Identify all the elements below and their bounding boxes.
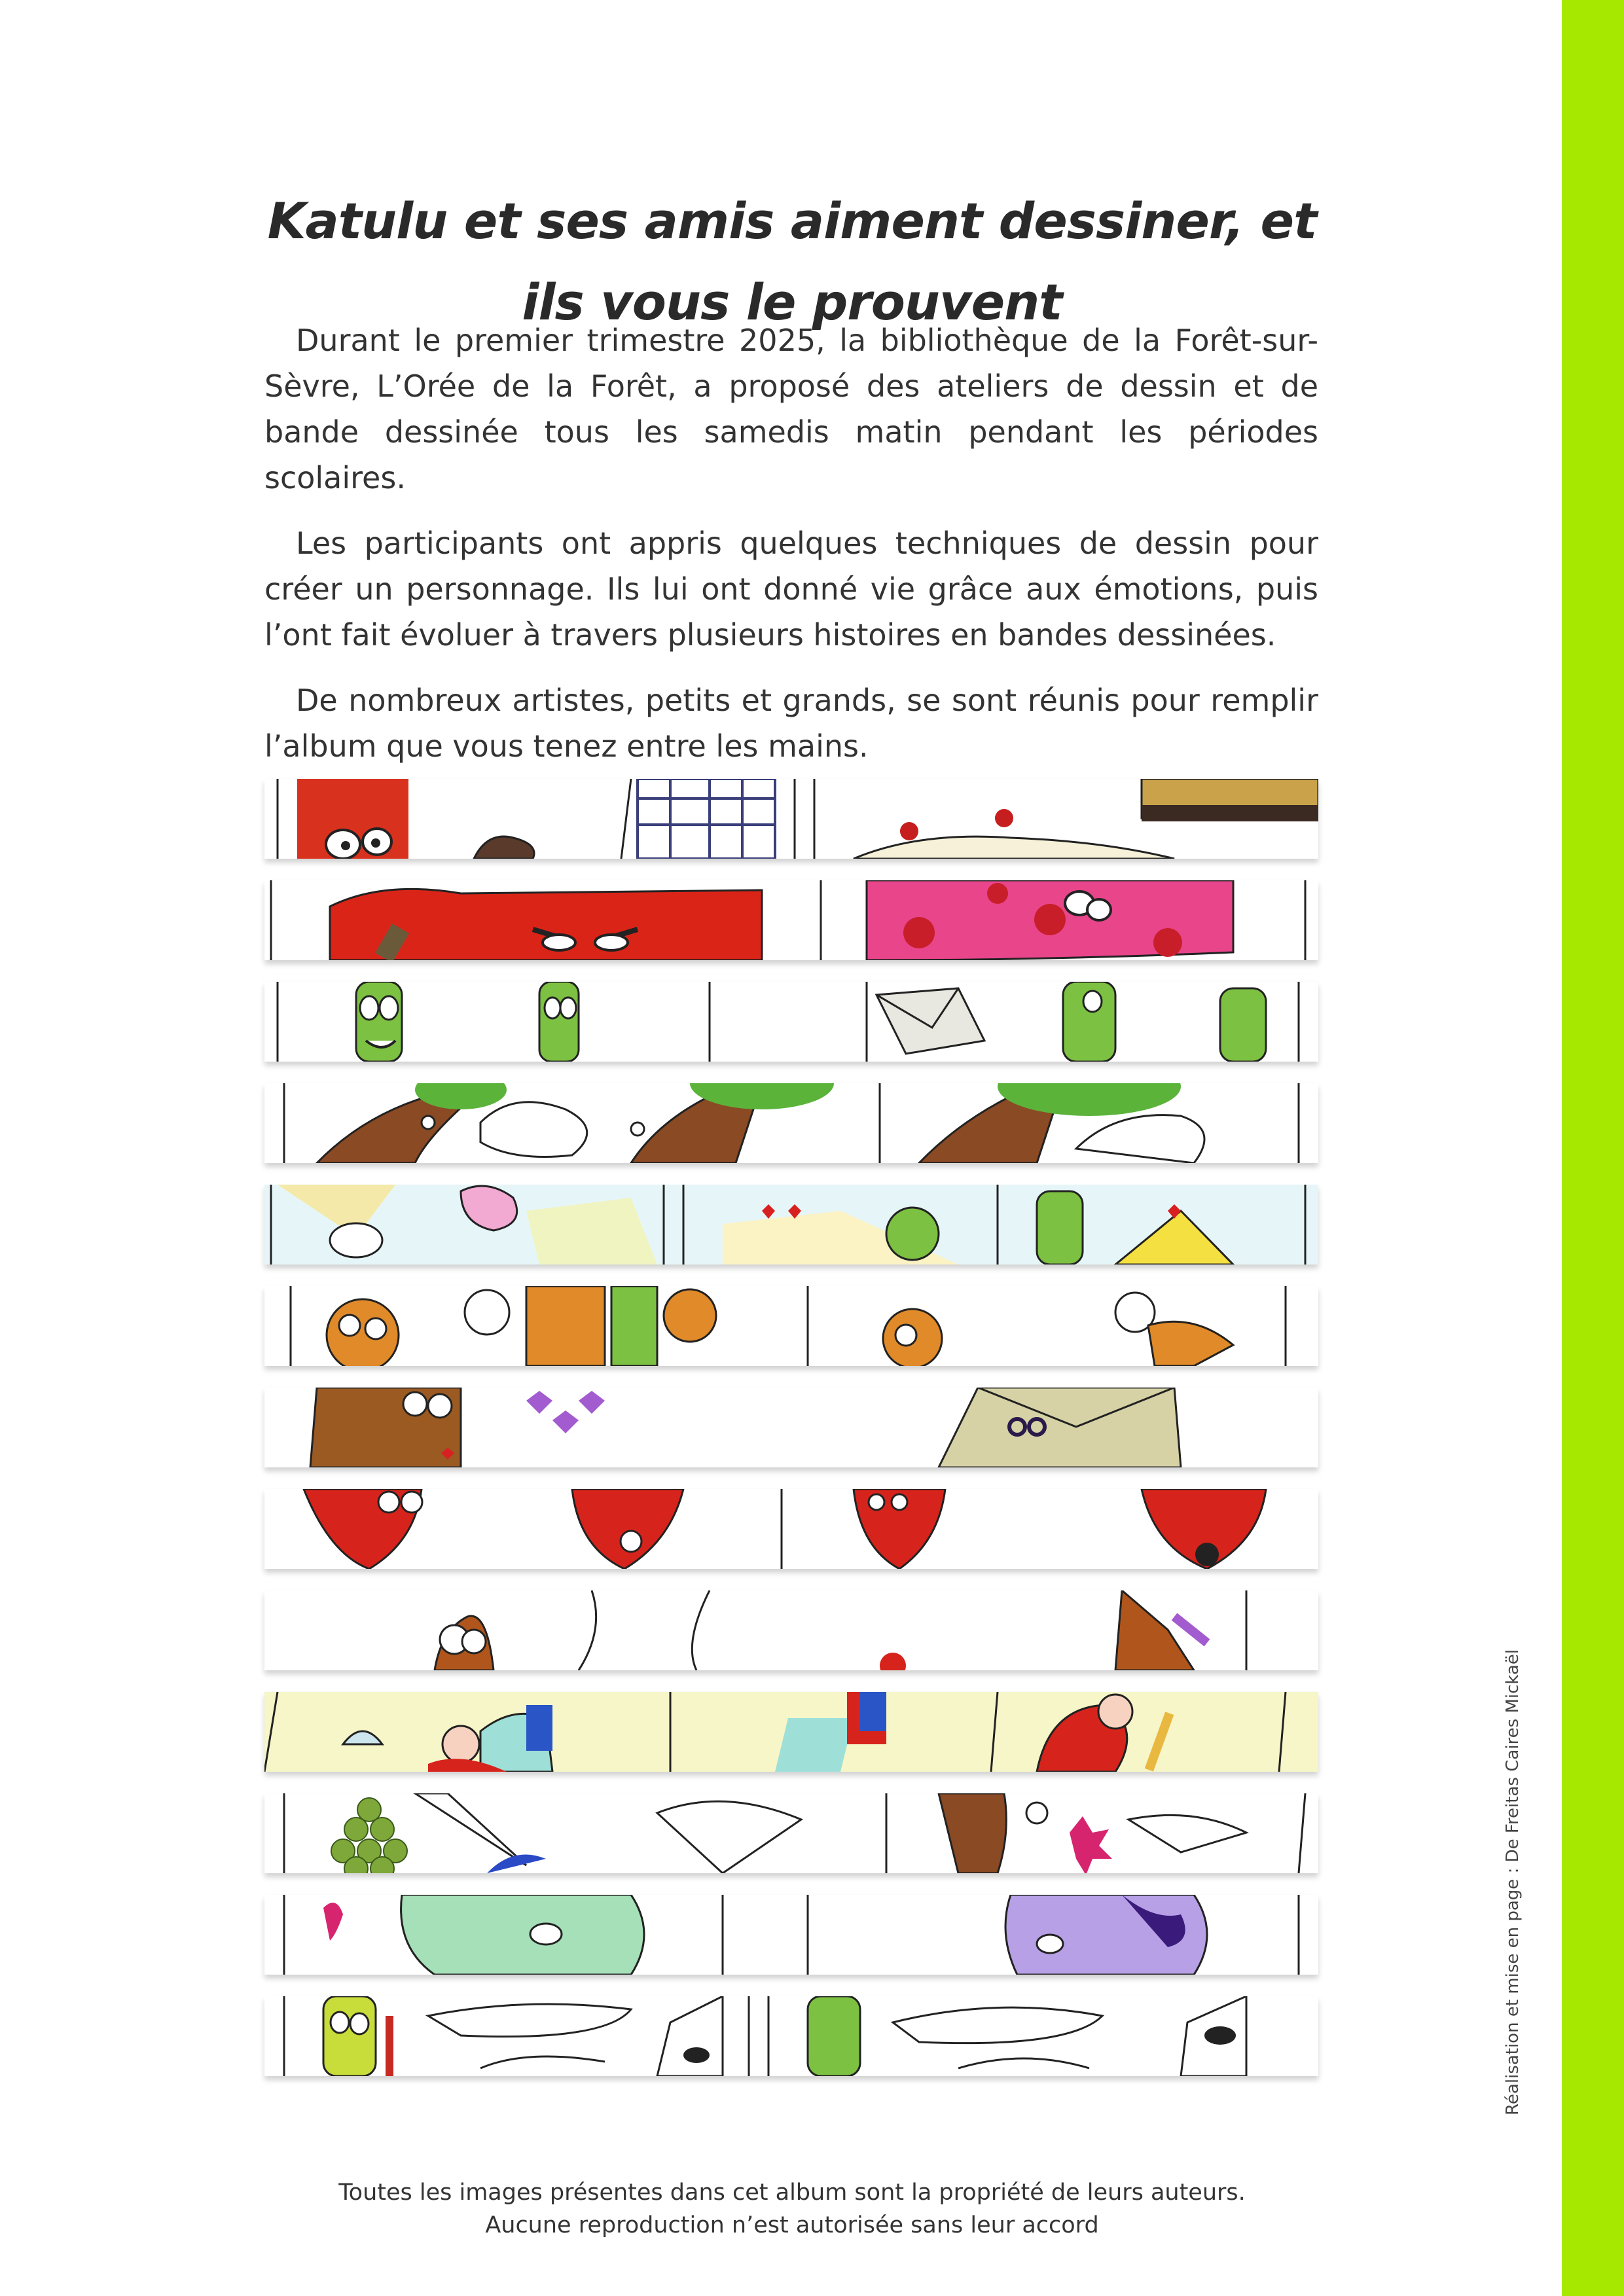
comic-strip	[264, 1286, 1318, 1366]
comic-strip-illustration	[264, 1895, 1318, 1975]
comic-strip	[264, 1793, 1318, 1873]
intro-text	[264, 317, 1318, 789]
comic-strip	[264, 982, 1318, 1062]
comic-strip-illustration	[264, 1489, 1318, 1569]
paragraph-2: Les participants ont appris quelques techniques de dessin pour créer un personnage. Ils lui ont donné vie grâce aux émotions, puis l’ont fait évoluer à travers plusieurs histoires en bandes dessinées.	[264, 526, 1318, 653]
green-side-bar	[1562, 0, 1624, 2296]
comic-strip-illustration	[264, 1590, 1318, 1670]
paragraph-1: Durant le premier trimestre 2025, la bibliothèque de la Forêt-sur-Sèvre, L’Orée de la Forêt, a proposé des ateliers de dessin et de bande dessinée tous les samedis matin pendant les périodes scolaires.	[264, 323, 1318, 495]
comic-strip	[264, 1185, 1318, 1265]
layout-credit: Réalisation et mise en page : De Freitas Caires Mickaël	[1503, 1649, 1523, 2115]
comic-strip-illustration	[264, 1185, 1318, 1265]
comic-strip-illustration	[264, 880, 1318, 960]
footer-line-2: Aucune reproduction n’est autorisée sans leur accord	[485, 2212, 1099, 2238]
comic-strip	[264, 1692, 1318, 1772]
page-title: Katulu et ses amis aiment dessiner, et ils vous le prouvent	[267, 191, 1317, 331]
comic-strip	[264, 1895, 1318, 1975]
footer-line-1: Toutes les images présentes dans cet album sont la propriété de leurs auteurs.	[338, 2179, 1246, 2206]
comic-strip-illustration	[264, 1996, 1318, 2076]
comic-strip	[264, 779, 1318, 859]
copyright-notice	[249, 2176, 1335, 2242]
comic-strip-illustration	[264, 982, 1318, 1062]
comic-strip	[264, 1590, 1318, 1670]
comic-strip-illustration	[264, 1692, 1318, 1772]
comic-strip	[264, 1489, 1318, 1569]
comic-strip-illustration	[264, 1793, 1318, 1873]
comic-strip-illustration	[264, 1286, 1318, 1366]
paragraph-3: De nombreux artistes, petits et grands, se sont réunis pour remplir l’album que vous tenez entre les mains.	[264, 683, 1318, 764]
comic-strip-illustration	[264, 1083, 1318, 1163]
comic-strip	[264, 1083, 1318, 1163]
comic-strip	[264, 880, 1318, 960]
comic-strip-illustration	[264, 1388, 1318, 1467]
comic-strip-illustration	[264, 779, 1318, 859]
comic-strip	[264, 1388, 1318, 1467]
comic-strip	[264, 1996, 1318, 2076]
